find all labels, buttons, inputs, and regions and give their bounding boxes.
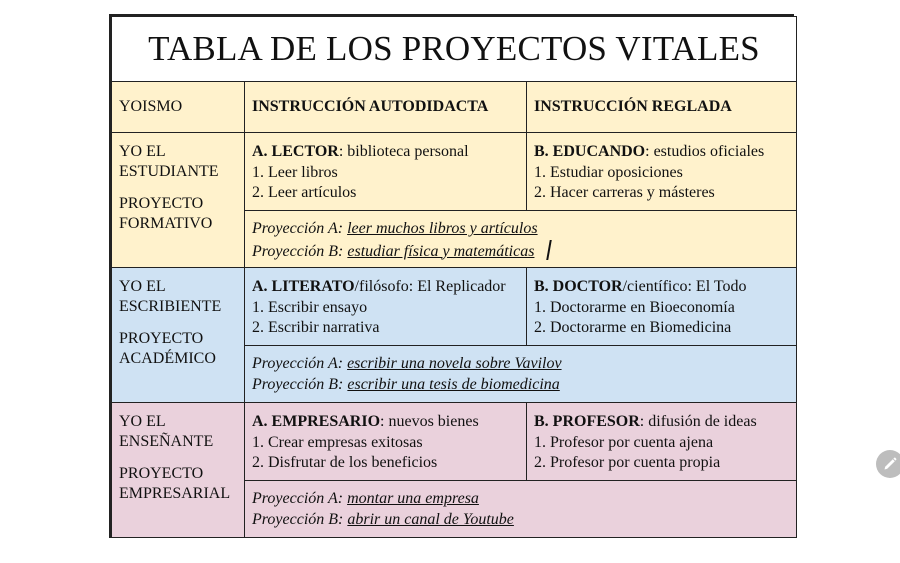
list-item: 2. Escribir narrativa [252, 319, 380, 336]
side-line: EMPRESARIAL [119, 485, 231, 502]
cell-title: B. DOCTOR [534, 278, 623, 295]
header-yoismo [112, 82, 245, 133]
cell-subtitle: : estudios oficiales [645, 143, 765, 160]
projection-link[interactable]: leer muchos libros y artículos [347, 220, 538, 237]
side-line: PROYECTO [119, 330, 204, 347]
projects-table-sheet [109, 14, 794, 538]
edit-button[interactable] [876, 450, 900, 478]
list-item: 1. Estudiar oposiciones [534, 163, 683, 181]
cell-educando[interactable] [527, 133, 797, 211]
projection-link[interactable]: escribir una tesis de biomedicina [347, 375, 560, 393]
cell-title: B. PROFESOR [534, 413, 640, 430]
cell-subtitle: : nuevos bienes [380, 413, 479, 430]
list-item: 2. Doctorarme en Biomedicina [534, 319, 732, 336]
cell-doctor[interactable] [527, 268, 797, 346]
list-item: 1. Profesor por cuenta ajena [534, 433, 714, 451]
list-item: 1. Escribir ensayo [252, 298, 368, 316]
cell-subtitle: /científico: El Todo [622, 278, 747, 295]
side-line: ENSEÑANTE [119, 433, 214, 450]
projection-academico-cell[interactable] [245, 346, 797, 403]
side-line: ACADÉMICO [119, 350, 216, 367]
list-item: 2. Disfrutar de los beneficios [252, 454, 438, 471]
header-row [112, 82, 797, 133]
cell-title: A. LITERATO [252, 278, 355, 295]
projects-table [111, 16, 797, 538]
side-line: PROYECTO [119, 195, 204, 212]
side-line: PROYECTO [119, 465, 204, 482]
projection-link[interactable]: estudiar física y matemáticas [347, 242, 535, 260]
side-line: ESCRIBIENTE [119, 298, 222, 315]
header-autodidacta-label: INSTRUCCIÓN AUTODIDACTA [252, 98, 489, 115]
projection-label: Proyección A: [252, 355, 348, 372]
text-cursor [547, 240, 552, 260]
side-line: YO EL [119, 143, 166, 160]
projection-label: Proyección B: [252, 375, 348, 393]
projection-label: Proyección A: [252, 490, 348, 507]
cell-title: A. EMPRESARIO [252, 413, 381, 430]
cell-subtitle: /filósofo: El Replicador [354, 278, 506, 295]
section-empresarial-side [112, 403, 245, 538]
section-empresarial-row [112, 403, 797, 481]
side-line: YO EL [119, 278, 166, 295]
cell-lector[interactable] [245, 133, 527, 211]
projection-label: Proyección B: [252, 242, 348, 260]
cell-subtitle: : difusión de ideas [639, 413, 757, 430]
section-academico-side [112, 268, 245, 403]
cell-title: B. EDUCANDO [534, 143, 646, 160]
cell-literato[interactable] [245, 268, 527, 346]
header-yoismo-label: YOISMO [119, 98, 183, 115]
section-formativo-side [112, 133, 245, 268]
side-line: YO EL [119, 413, 166, 430]
projection-formativo-cell[interactable] [245, 211, 797, 268]
list-item: 2. Profesor por cuenta propia [534, 454, 721, 471]
pencil-icon [882, 456, 898, 472]
header-autodidacta [245, 82, 527, 133]
projection-link[interactable]: escribir una novela sobre Vavilov [347, 355, 562, 372]
list-item: 2. Hacer carreras y másteres [534, 184, 715, 201]
projection-empresarial-cell[interactable] [245, 481, 797, 538]
section-academico-row [112, 268, 797, 346]
projection-label: Proyección B: [252, 510, 348, 528]
side-line: ESTUDIANTE [119, 163, 219, 180]
cell-empresario[interactable] [245, 403, 527, 481]
header-reglada-label: INSTRUCCIÓN REGLADA [534, 98, 732, 115]
cell-subtitle: : biblioteca personal [338, 143, 469, 160]
list-item: 1. Leer libros [252, 163, 338, 181]
cell-profesor[interactable] [527, 403, 797, 481]
header-reglada [527, 82, 797, 133]
list-item: 2. Leer artículos [252, 184, 357, 201]
projection-link[interactable]: montar una empresa [347, 490, 479, 507]
projection-link[interactable]: abrir un canal de Youtube [347, 510, 514, 528]
table-title-cell [112, 17, 797, 82]
table-title: TABLA DE LOS PROYECTOS VITALES [148, 29, 760, 68]
list-item: 1. Doctorarme en Bioeconomía [534, 298, 735, 316]
section-formativo-row [112, 133, 797, 211]
projection-label: Proyección A: [252, 220, 348, 237]
list-item: 1. Crear empresas exitosas [252, 433, 423, 451]
side-line: FORMATIVO [119, 215, 213, 232]
cell-title: A. LECTOR [252, 143, 339, 160]
